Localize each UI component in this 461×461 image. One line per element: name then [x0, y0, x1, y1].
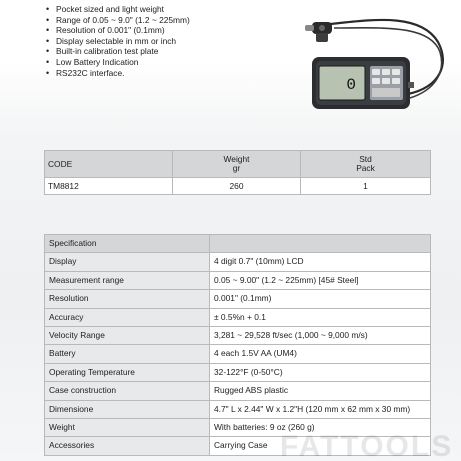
spec-value: Carrying Case: [210, 437, 431, 455]
table-row: [45, 178, 431, 195]
table-row: [45, 382, 431, 400]
spec-value: 4 digit 0.7" (10mm) LCD: [210, 253, 431, 271]
spec-key: Resolution: [45, 290, 210, 308]
spec-value: 0.05 ~ 9.00" (1.2 ~ 225mm) [45# Steel]: [210, 271, 431, 289]
pack-cell: 1: [301, 178, 431, 195]
feature-text: RS232C interface.: [56, 67, 125, 78]
weight-header-l2: gr: [232, 163, 241, 173]
lcd-readout: 0: [346, 76, 356, 94]
spec-key: Accessories: [45, 437, 210, 455]
feature-text: Resolution of 0.001" (0.1mm): [56, 25, 165, 36]
feature-item: [46, 68, 296, 79]
bullet-icon: •: [46, 4, 50, 14]
spec-value: 0.001" (0.1mm): [210, 290, 431, 308]
table-row: [45, 308, 431, 326]
watermark: FATTOOLS: [280, 430, 454, 461]
feature-item: [46, 46, 296, 57]
feature-item: [46, 25, 296, 36]
spec-key: Battery: [45, 345, 210, 363]
table-row: [45, 253, 431, 271]
table-row: [45, 326, 431, 344]
spec-header: Specification: [45, 235, 210, 253]
code-cell: TM8812: [45, 178, 173, 195]
feature-item: [46, 57, 296, 68]
table-row: [45, 363, 431, 381]
code-table-header: [45, 151, 431, 178]
weight-cell: 260: [173, 178, 301, 195]
feature-item: [46, 4, 296, 15]
bullet-icon: •: [46, 56, 50, 67]
feature-item: [46, 15, 296, 26]
spec-value: 32-122°F (0-50°C): [210, 363, 431, 381]
weight-header: [173, 151, 301, 178]
spec-key: Measurement range: [45, 271, 210, 289]
spec-key: Dimensione: [45, 400, 210, 418]
code-header: CODE: [45, 151, 173, 178]
spec-value: 4.7" L x 2.44" W x 1.2"H (120 mm x 62 mm x 30 mm): [210, 400, 431, 418]
probe-icon: [305, 22, 332, 42]
feature-item: [46, 36, 296, 47]
table-row: [45, 400, 431, 418]
product-code-table: [44, 150, 431, 195]
spec-value: ± 0.5%n + 0.1: [210, 308, 431, 326]
feature-text: Low Battery Indication: [56, 56, 139, 67]
specification-table: [44, 234, 431, 456]
spec-key: Accuracy: [45, 308, 210, 326]
pack-header-l1: Std: [359, 154, 372, 164]
feature-text: Built-in calibration test plate: [56, 46, 159, 57]
bullet-icon: •: [46, 35, 50, 46]
feature-text: Range of 0.05 ~ 9.0" (1.2 ~ 225mm): [56, 14, 190, 25]
pack-header: [301, 151, 431, 178]
bullet-icon: •: [46, 25, 50, 36]
feature-text: Display selectable in mm or inch: [56, 35, 177, 46]
pack-header-l2: Pack: [356, 163, 375, 173]
spec-value: 3,281 ~ 29,528 ft/sec (1,000 ~ 9,000 m/s): [210, 326, 431, 344]
spec-value: Rugged ABS plastic: [210, 382, 431, 400]
spec-key: Display: [45, 253, 210, 271]
bullet-icon: •: [46, 46, 50, 57]
thickness-gauge-image: [290, 2, 450, 112]
table-row: [45, 290, 431, 308]
table-row: [45, 345, 431, 363]
gauge-body: [312, 57, 414, 109]
bullet-icon: •: [46, 14, 50, 25]
spec-value: With batteries: 9 oz (260 g): [210, 418, 431, 436]
spec-key: Weight: [45, 418, 210, 436]
feature-list: [46, 4, 296, 78]
bullet-icon: •: [46, 67, 50, 78]
feature-text: Pocket sized and light weight: [56, 4, 165, 14]
weight-header-l1: Weight: [223, 154, 250, 164]
spec-value: 4 each 1.5V AA (UM4): [210, 345, 431, 363]
spec-header-row: [45, 235, 431, 253]
table-row: [45, 271, 431, 289]
spec-key: Operating Temperature: [45, 363, 210, 381]
spec-header-blank: [210, 235, 431, 253]
spec-key: Velocity Range: [45, 326, 210, 344]
spec-key: Case construction: [45, 382, 210, 400]
